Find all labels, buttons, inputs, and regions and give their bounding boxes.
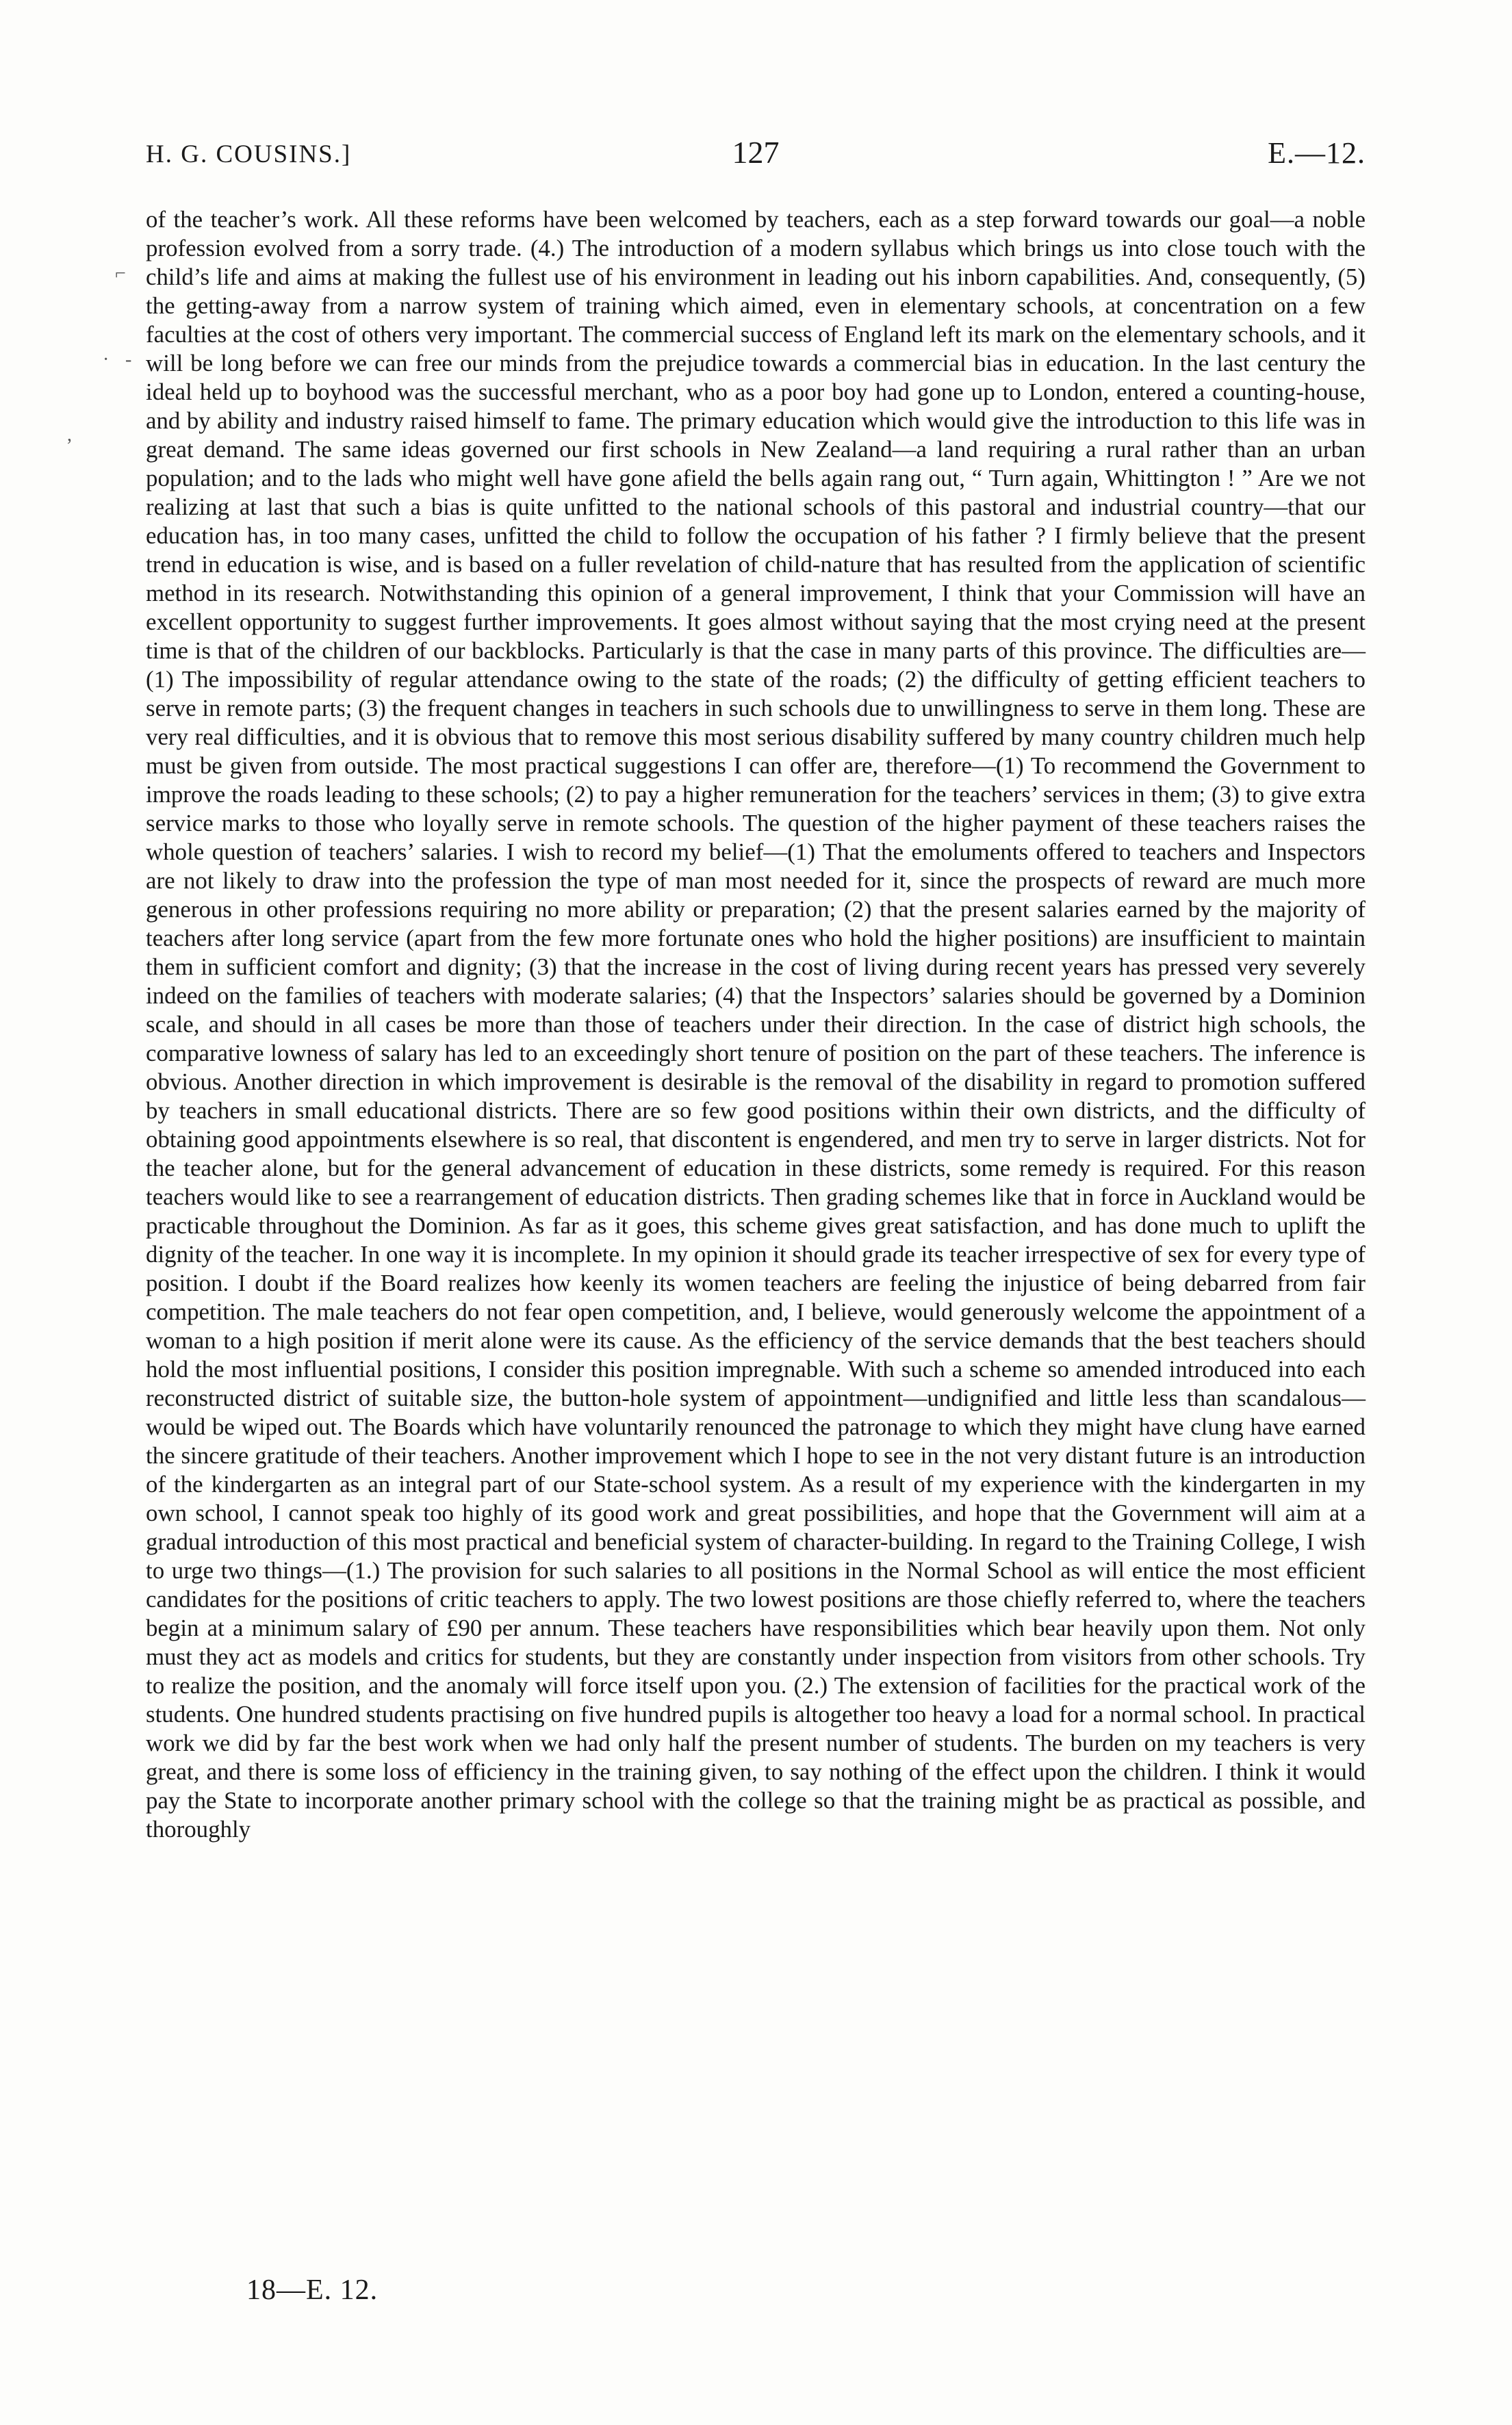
document-reference: E.—12. [1268, 136, 1366, 170]
signature-mark: 18—E. 12. [246, 2274, 379, 2306]
margin-mark: · [103, 349, 110, 370]
margin-mark: ⌐ [115, 263, 126, 284]
margin-mark: - [125, 349, 132, 370]
author-name: H. G. COUSINS.] [146, 140, 352, 168]
body-paragraph: of the teacher’s work. All these reforms have been welcomed by teachers, each as a step forward towards our goal—a noble profession evolved from a sorry trade. (4.) The introduction of a modern syllabus which brings us into close touch with the child’s life and aims at making the fullest use of his environment in leading out his inborn capabilities. And, consequently, (5) the getting-away from a narrow system of training which aimed, even in elementary schools, at concentration on a few faculties at the cost of others very important. The commercial success of England left its mark on the elementary schools, and it will be long before we can free our minds from the prejudice towards a commercial bias in education. In the last century the ideal held up to boyhood was the successful merchant, who as a poor boy had gone up to London, entered a counting-house, and by ability and industry raised himself to fame. The primary education which would give the introduction to this life was in great demand. The same ideas governed our first schools in New Zealand—a land requiring a rural rather than an urban population; and to the lads who might well have gone afield the bells again rang out, “ Turn again, Whittington ! ” Are we not realizing at last that such a bias is quite unfitted to the national schools of this pastoral and industrial country—that our education has, in too many cases, unfitted the child to follow the occupation of his father ? I firmly believe that the present trend in education is wise, and is based on a fuller revelation of child-nature that has resulted from the application of scientific method in its research. Notwithstanding this opinion of a general improvement, I think that your Commission will have an excellent opportunity to suggest further improvements. It goes almost without saying that the most crying need at the present time is that of the children of our backblocks. Particularly is that the case in many parts of this province. The difficulties are—(1) The impossibility of regular attendance owing to the state of the roads; (2) the difficulty of getting efficient teachers to serve in remote parts; (3) the frequent changes in teachers in such schools due to unwillingness to serve in them long. These are very real difficulties, and it is obvious that to remove this most serious disability suffered by many country children much help must be given from outside. The most practical suggestions I can offer are, therefore—(1) To recommend the Government to improve the roads leading to these schools; (2) to pay a higher remuneration for the teachers’ services in them; (3) to give extra service marks to those who loyally serve in remote schools. The question of the higher payment of these teachers raises the whole question of teachers’ salaries. I wish to record my belief—(1) That the emoluments offered to teachers and Inspectors are not likely to draw into the profession the type of man most needed for it, since the prospects of reward are much more generous in other professions requiring no more ability or preparation; (2) that the present salaries earned by the majority of teachers after long service (apart from the few more fortunate ones who hold the higher positions) are insufficient to maintain them in sufficient comfort and dignity; (3) that the increase in the cost of living during recent years has pressed very severely indeed on the families of teachers with moderate salaries; (4) that the Inspectors’ salaries should be governed by a Dominion scale, and should in all cases be more than those of teachers under their direction. In the case of district high schools, the comparative lowness of salary has led to an exceedingly short tenure of position on the part of these teachers. The inference is obvious. Another direction in which improvement is desirable is the removal of the disability in regard to promotion suffered by teachers in small educational districts. There are so few good positions within their own districts, and the difficulty of obtaining good appointments elsewhere is so real, that discontent is engendered, and men try to serve in larger districts. Not for the teacher alone, but for the general advancement of education in these districts, some remedy is required. For this reason teachers would like to see a rearrangement of education districts. Then grading schemes like that in force in Auckland would be practicable throughout the Dominion. As far as it goes, this scheme gives great satisfaction, and has done much to uplift the dignity of the teacher. In one way it is incomplete. In my opinion it should grade its teacher irrespective of sex for every type of position. I doubt if the Board realizes how keenly its women teachers are feeling the injustice of being debarred from fair competition. The male teachers do not fear open competition, and, I believe, would generously welcome the appointment of a woman to a high position if merit alone were its cause. As the efficiency of the service demands that the best teachers should hold the most influential positions, I consider this position impregnable. With such a scheme so amended introduced into each reconstructed district of suitable size, the button-hole system of appointment—undignified and little less than scandalous—would be wiped out. The Boards which have voluntarily renounced the patronage to which they might have clung have earned the sincere gratitude of their teachers. Another improvement which I hope to see in the not very distant future is an introduction of the kindergarten as an integral part of our State-school system. As a result of my experience with the kindergarten in my own school, I cannot speak too highly of its good work and great possibilities, and hope that the Government will aim at a gradual introduction of this most practical and beneficial system of character-building. In regard to the Training College, I wish to urge two things—(1.) The provision for such salaries to all positions in the Normal School as will entice the most efficient candidates for the positions of critic teachers to apply. The two lowest positions are those chiefly referred to, where the teachers begin at a minimum salary of £90 per annum. These teachers have responsibilities which bear heavily upon them. Not only must they act as models and critics for students, but they are constantly under inspection from visitors from other schools. Try to realize the position, and the anomaly will force itself upon you. (2.) The extension of facilities for the practical work of the students. One hundred students practising on five hundred pupils is altogether too heavy a load for a normal school. In practical work we did by far the best work when we had only half the present number of students. The burden on my teachers is very great, and there is some loss of efficiency in the training given, to say nothing of the effect upon the children. I think it would pay the State to incorporate another primary school with the college so that the training might be as practical as possible, and thoroughly [146, 206, 1366, 1843]
margin-mark: , [67, 424, 72, 446]
running-head [146, 134, 1366, 175]
page-number: 127 [732, 135, 780, 170]
